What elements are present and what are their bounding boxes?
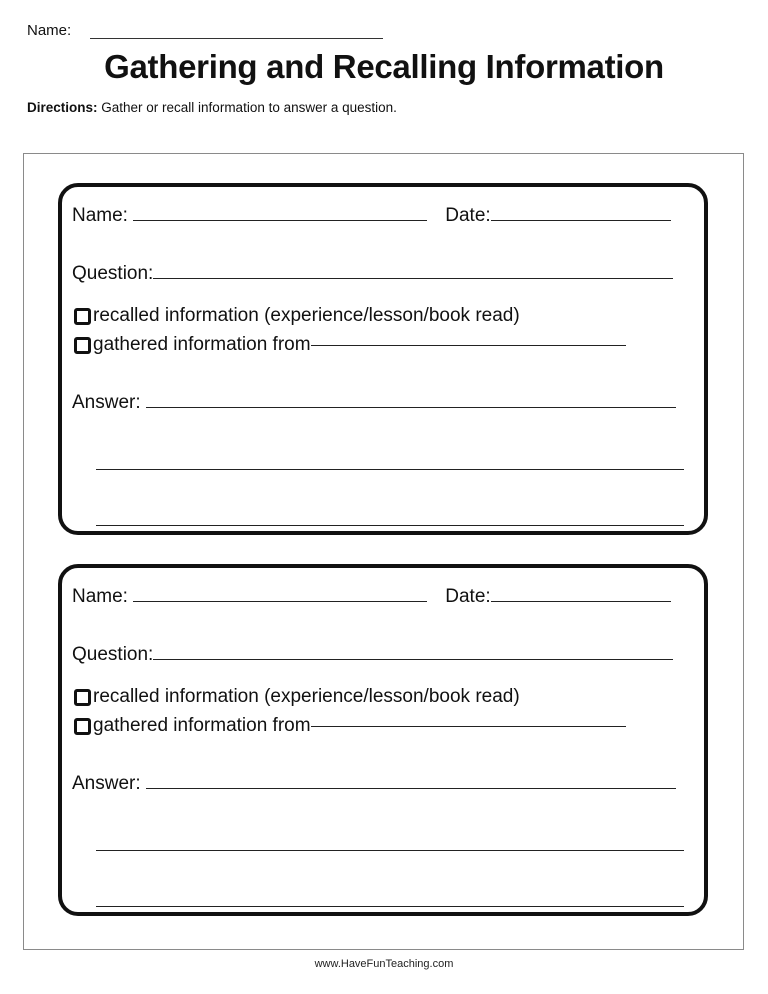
gathered-option <box>74 334 626 356</box>
question-label: Question: <box>72 644 154 665</box>
recalled-checkbox[interactable] <box>74 689 91 706</box>
answer-line-1[interactable] <box>146 788 676 789</box>
worksheet-card-1 <box>58 183 708 535</box>
recalled-label: recalled information (experience/lesson/book read) <box>93 305 520 326</box>
answer-line-3[interactable] <box>96 525 684 526</box>
answer-row <box>72 392 676 414</box>
card-name-label: Name: <box>72 205 134 226</box>
gathered-option <box>74 715 626 737</box>
question-line[interactable] <box>153 278 673 279</box>
name-label: Name: <box>27 22 72 39</box>
answer-line-2[interactable] <box>96 850 684 851</box>
card-name-label: Name: <box>72 586 134 607</box>
card-date-label: Date: <box>445 586 491 607</box>
name-date-row <box>72 205 671 227</box>
footer-website: www.HaveFunTeaching.com <box>314 958 454 970</box>
directions <box>27 100 397 115</box>
card-name-line[interactable] <box>133 601 427 602</box>
question-line[interactable] <box>153 659 673 660</box>
question-row <box>72 644 673 666</box>
answer-row <box>72 773 676 795</box>
card-name-line[interactable] <box>133 220 427 221</box>
card-date-label: Date: <box>445 205 491 226</box>
gathered-source-line[interactable] <box>311 726 626 727</box>
directions-label: Directions: <box>27 100 98 115</box>
gathered-label: gathered information from <box>93 334 311 355</box>
question-row <box>72 263 673 285</box>
directions-text: Gather or recall information to answer a question. <box>97 100 397 115</box>
answer-line-3[interactable] <box>96 906 684 907</box>
name-line[interactable] <box>90 38 383 39</box>
answer-label: Answer: <box>72 392 146 413</box>
recalled-option <box>74 686 520 708</box>
name-date-row <box>72 586 671 608</box>
recalled-option <box>74 305 520 327</box>
gathered-checkbox[interactable] <box>74 337 91 354</box>
answer-label: Answer: <box>72 773 146 794</box>
gathered-label: gathered information from <box>93 715 311 736</box>
recalled-checkbox[interactable] <box>74 308 91 325</box>
recalled-label: recalled information (experience/lesson/book read) <box>93 686 520 707</box>
page-title: Gathering and Recalling Information <box>104 48 664 85</box>
worksheet-card-2 <box>58 564 708 916</box>
question-label: Question: <box>72 263 154 284</box>
gathered-checkbox[interactable] <box>74 718 91 735</box>
answer-line-1[interactable] <box>146 407 676 408</box>
card-date-line[interactable] <box>491 601 671 602</box>
card-date-line[interactable] <box>491 220 671 221</box>
answer-line-2[interactable] <box>96 469 684 470</box>
gathered-source-line[interactable] <box>311 345 626 346</box>
